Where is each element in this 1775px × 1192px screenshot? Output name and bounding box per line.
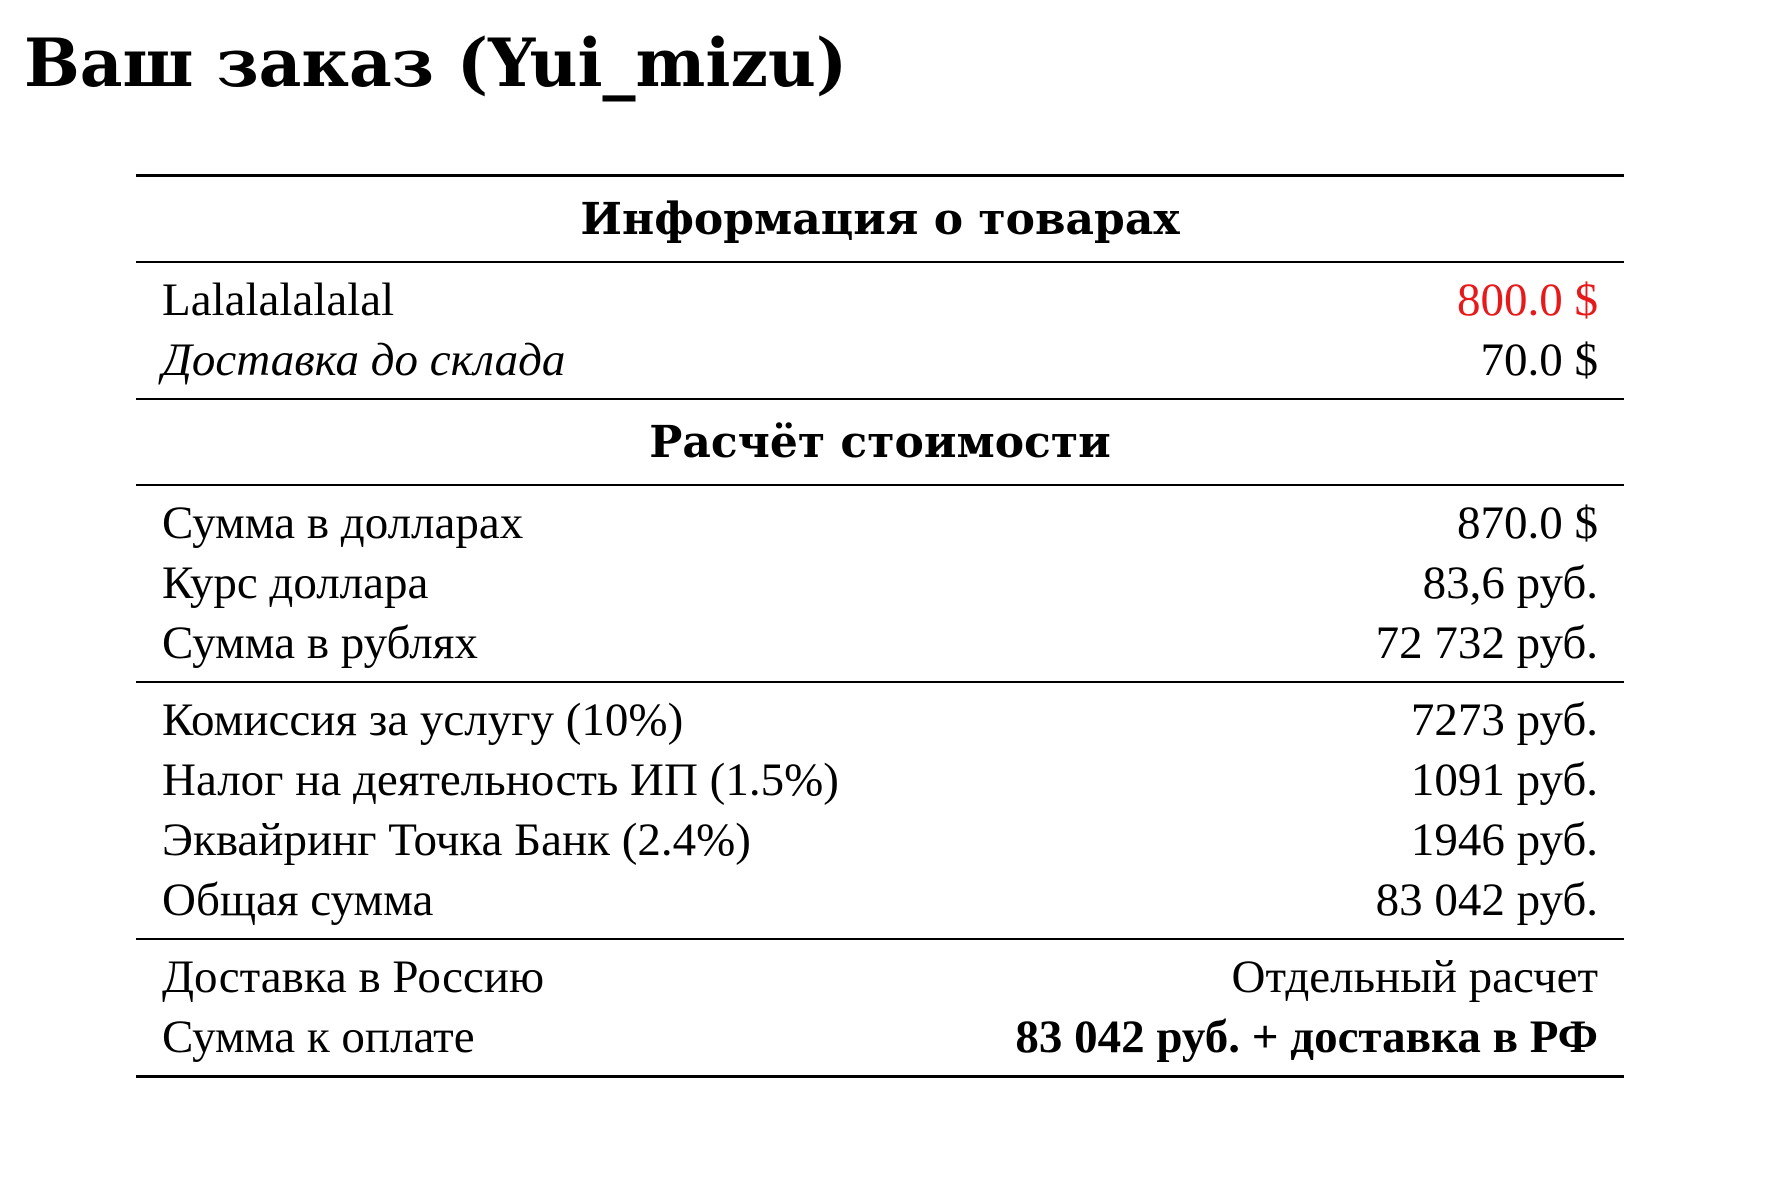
acquiring-label: Эквайринг Точка Банк (2.4%) [162, 814, 751, 866]
service-fee-label: Комиссия за услугу (10%) [162, 694, 684, 746]
acquiring-value: 1946 руб. [1410, 814, 1598, 866]
conversion-block [136, 486, 1624, 681]
tax-value: 1091 руб. [1410, 754, 1598, 806]
russia-delivery-value: Отдельный расчет [1231, 951, 1598, 1003]
amount-due-value: 83 042 руб. + доставка в РФ [1015, 1011, 1598, 1063]
table-row [136, 810, 1624, 870]
table-row [136, 1007, 1624, 1067]
table-row [136, 870, 1624, 930]
exchange-rate-label: Курс доллара [162, 557, 429, 609]
products-block [136, 263, 1624, 398]
exchange-rate-value: 83,6 руб. [1422, 557, 1598, 609]
table-bottom-rule [136, 1075, 1624, 1078]
warehouse-delivery-price: 70.0 $ [1480, 334, 1598, 386]
russia-delivery-label: Доставка в Россию [162, 951, 545, 1003]
products-section-header: Информация о товарах [580, 193, 1180, 245]
warehouse-delivery-label: Доставка до склада [162, 334, 566, 386]
rub-sum-value: 72 732 руб. [1375, 617, 1598, 669]
usd-sum-label: Сумма в долларах [162, 497, 524, 549]
usd-sum-value: 870.0 $ [1457, 497, 1598, 549]
rub-sum-label: Сумма в рублях [162, 617, 478, 669]
product-item-row [136, 270, 1624, 330]
total-label: Общая сумма [162, 874, 434, 926]
table-row [136, 613, 1624, 673]
calculation-section-header: Расчёт стоимости [649, 416, 1111, 468]
table-row [136, 947, 1624, 1007]
product-item-price: 800.0 $ [1457, 274, 1598, 326]
table-row [136, 493, 1624, 553]
final-block [136, 940, 1624, 1075]
table-row [136, 553, 1624, 613]
total-value: 83 042 руб. [1375, 874, 1598, 926]
service-fee-value: 7273 руб. [1410, 694, 1598, 746]
warehouse-delivery-row [136, 330, 1624, 390]
table-row [136, 750, 1624, 810]
page-title: Ваш заказ (Yui_mizu) [24, 24, 848, 102]
tax-label: Налог на деятельность ИП (1.5%) [162, 754, 839, 806]
amount-due-label: Сумма к оплате [162, 1011, 475, 1063]
order-summary-table [136, 174, 1624, 1078]
table-row [136, 690, 1624, 750]
fees-block [136, 683, 1624, 938]
product-item-name: Lalalalalalal [162, 274, 395, 326]
